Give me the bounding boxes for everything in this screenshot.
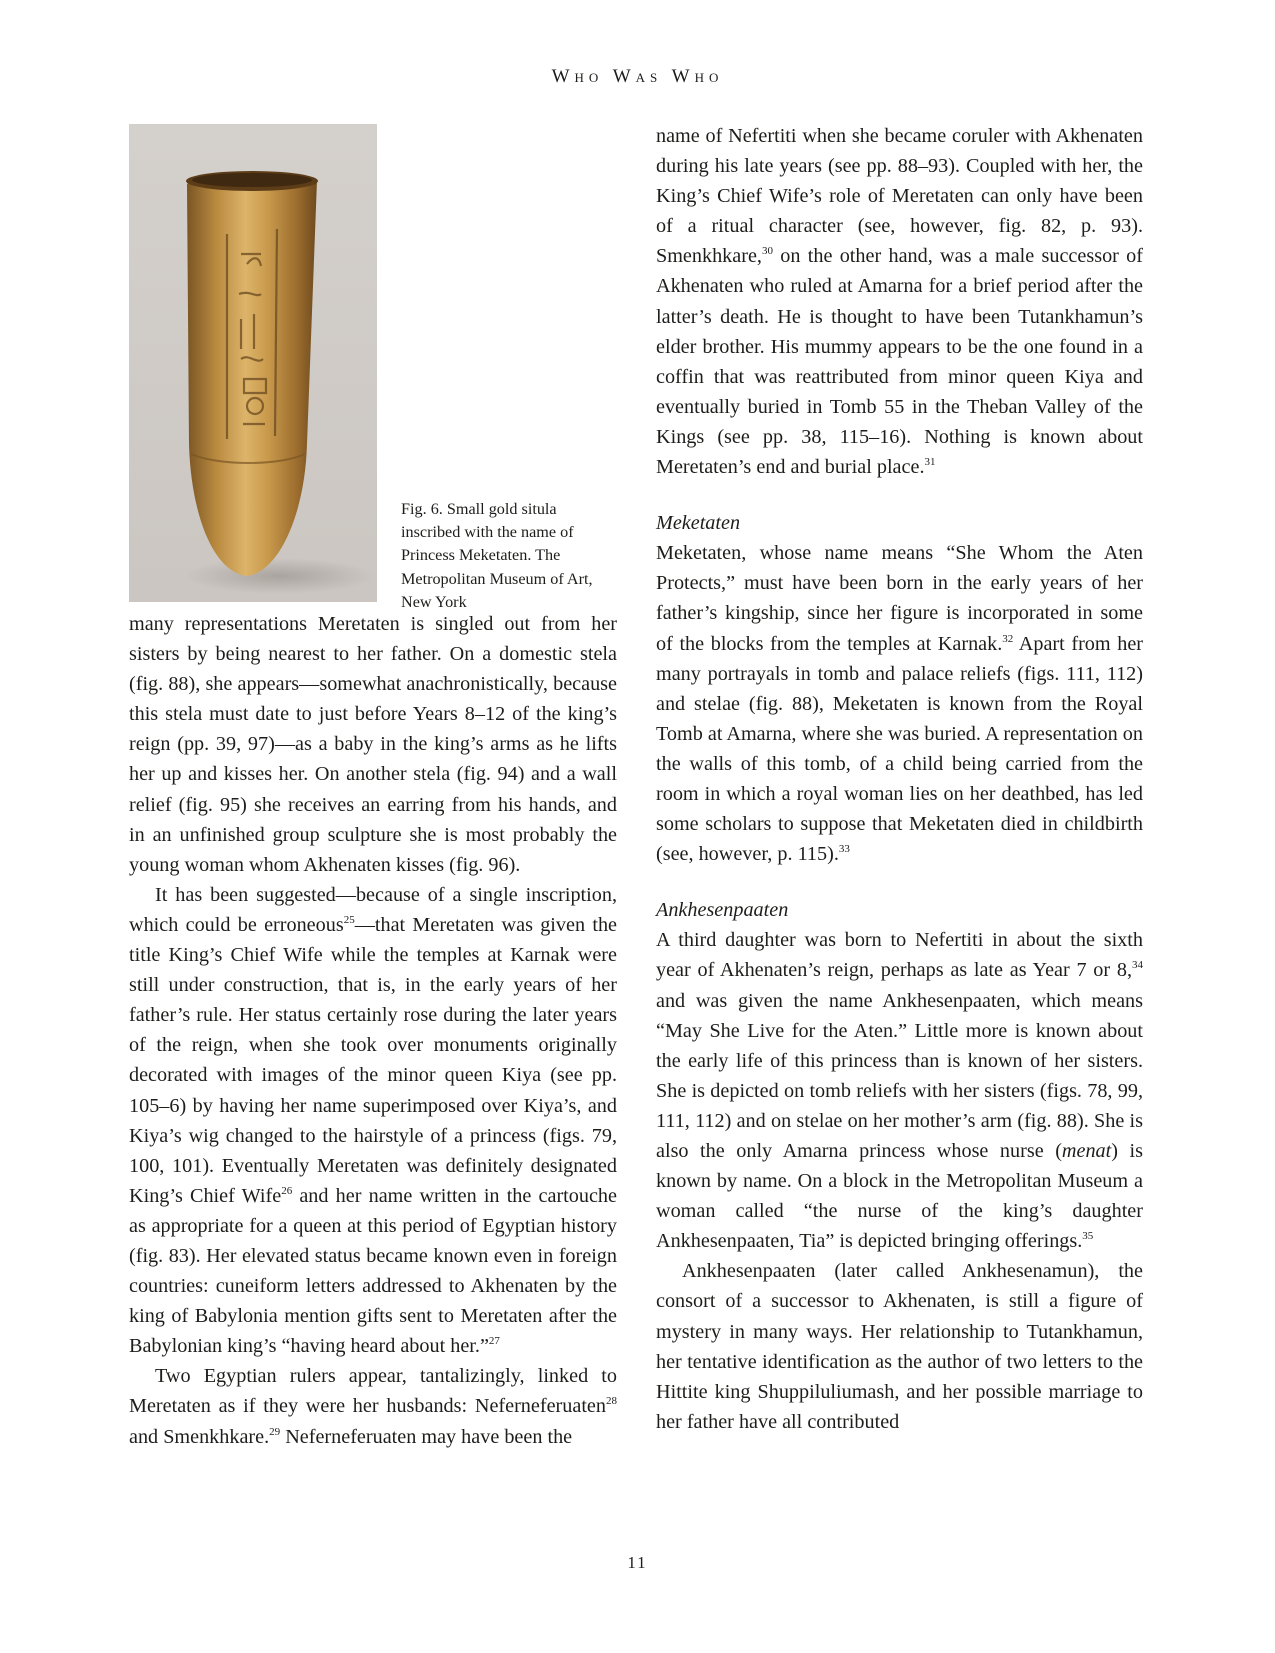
left-column: [129, 609, 617, 1452]
gold-situla-image: [129, 124, 377, 602]
footnote-ref: 34: [1132, 959, 1143, 972]
paragraph: [656, 1256, 1143, 1437]
term-menat: menat: [1061, 1140, 1112, 1162]
footnote-ref: 27: [488, 1335, 500, 1348]
paragraph: [656, 121, 1143, 482]
footnote-ref: 29: [269, 1425, 281, 1438]
paragraph: [656, 925, 1143, 1256]
figure-gold-situla-photo: [129, 124, 377, 602]
paragraph-text: Apart from her many portrayals in tomb and palace reliefs (figs. 111, 112) and stelae (fig. 88), Meketaten is known from the Royal Tomb at Amarna, where she was buried. A representation on the walls of this tomb, of a child being carried from the room in which a royal woman lies on her deathbed, has led some scholars to suppose that Meketaten died in childbirth (see, however, p. 115).: [656, 632, 1143, 866]
paragraph-text: and was given the name Ankhesenpaaten, which means “May She Live for the Aten.” Little more is known about the early life of this princess than is known of her sisters. She is depicted on tomb reliefs with her sisters (figs. 78, 99, 111, 112) and on stelae on her mother’s arm (fig. 88). She is also the only Amarna princess whose nurse (: [656, 989, 1143, 1162]
paragraph-text: Ankhesenpaaten (later called Ankhesenamun), the consort of a successor to Akhenaten, is still a figure of mystery in many ways. Her relationship to Tutankhamun, her tentative identification as the author of two letters to the Hittite king Shuppiluliumash, and her possible marriage to her father have all contributed: [656, 1260, 1143, 1433]
paragraph-text: ) is known by name. On a block in the Metropolitan Museum a woman called “the nurse of the king’s daughter Ankhesenpaaten, Tia” is depicted bringing offerings.: [656, 1140, 1143, 1253]
footnote-ref: 31: [924, 456, 936, 469]
footnote-ref: 32: [1002, 632, 1014, 645]
page-number: 11: [627, 1553, 648, 1572]
paragraph: [129, 880, 617, 1362]
paragraph-text: on the other hand, was a male successor of Akhenaten who ruled at Amarna for a brief period after the latter’s death. He is thought to have been Tutankhamun’s elder brother. His mummy appears to be the one found in a coffin that was reattributed from minor queen Kiya and eventually buried in Tomb 55 in the Theban Valley of the Kings (see pp. 38, 115–16). Nothing is known about Meretaten’s end and burial place.: [656, 245, 1143, 479]
paragraph-text: Neferneferuaten may have been the: [280, 1425, 573, 1448]
footnote-ref: 25: [343, 913, 355, 926]
paragraph-text: Meketaten, whose name means “She Whom the Aten Protects,” must have been born in the early years of her father’s kingship, since her figure is incorporated in some of the blocks from the temples at Karnak.: [656, 542, 1143, 655]
footnote-ref: 30: [761, 245, 773, 258]
subheading-meketaten: Meketaten: [656, 512, 741, 535]
paragraph: [129, 609, 617, 880]
subheading-ankhesenpaaten: Ankhesenpaaten: [656, 899, 789, 922]
paragraph-text: name of Nefertiti when she became coruler with Akhenaten during his late years (see pp. 88–93). Coupled with her, the King’s Chief Wife’s role of Meretaten can only have been of a ritual character (see, however, fig. 82, p. 93). Smenkhkare,: [656, 125, 1143, 268]
paragraph-text: —that Meretaten was given the title King’s Chief Wife while the temples at Karnak were still under construction, that is, in the early years of her father’s rule. Her status certainly rose during the later years of the reign, when she took over monuments originally decorated with images of the minor queen Kiya (see pp. 105–6) by having her name superimposed over Kiya’s, and Kiya’s wig changed to the hairstyle of a princess (figs. 79, 100, 101). Eventually Meretaten was definitely designated King’s Chief Wife: [129, 913, 617, 1207]
paragraph: [129, 1361, 617, 1451]
footnote-ref: 26: [281, 1184, 293, 1197]
figure-caption: Fig. 6. Small gold situla inscribed with the name of Princess Meketaten. The Metropolitan Museum of Art, New York: [401, 500, 593, 611]
footnote-ref: 35: [1082, 1230, 1094, 1243]
footnote-ref: 28: [606, 1395, 617, 1408]
right-column: [656, 121, 1143, 1437]
section-gap: [656, 482, 1143, 508]
paragraph-text: many representations Meretaten is singled out from her sisters by being nearest to her father. On a domestic stela (fig. 88), she appears—somewhat anachronistically, because this stela must date to just before Years 8–12 of the king’s reign (pp. 39, 97)—as a baby in the king’s arms as he lifts her up and kisses her. On another stela (fig. 94) and a wall relief (fig. 95) she receives an earring from his hands, and in an unfinished group sculpture she is most probably the young woman whom Akhenaten kisses (fig. 96).: [129, 613, 617, 876]
paragraph-text: and Smenkhkare.: [129, 1425, 270, 1448]
running-head: Who Was Who: [551, 66, 724, 87]
paragraph-text: A third daughter was born to Nefertiti in about the sixth year of Akhenaten’s reign, perhaps as late as Year 7 or 8,: [656, 929, 1143, 982]
paragraph: [656, 538, 1143, 869]
paragraph-text: It has been suggested—because of a single inscription, which could be erroneous: [129, 883, 617, 936]
section-gap: [656, 869, 1143, 895]
paragraph-text: Two Egyptian rulers appear, tantalizingly, linked to Meretaten as if they were her husbands: Neferneferuaten: [129, 1365, 617, 1418]
paragraph-text: and her name written in the cartouche as appropriate for a queen at this period of Egyptian history (fig. 83). Her elevated status became known even in foreign countries: cuneiform letters addressed to Akhenaten by the king of Babylonia mention gifts sent to Meretaten after the Babylonian king’s “having heard about her.”: [129, 1184, 617, 1358]
footnote-ref: 33: [838, 843, 850, 856]
